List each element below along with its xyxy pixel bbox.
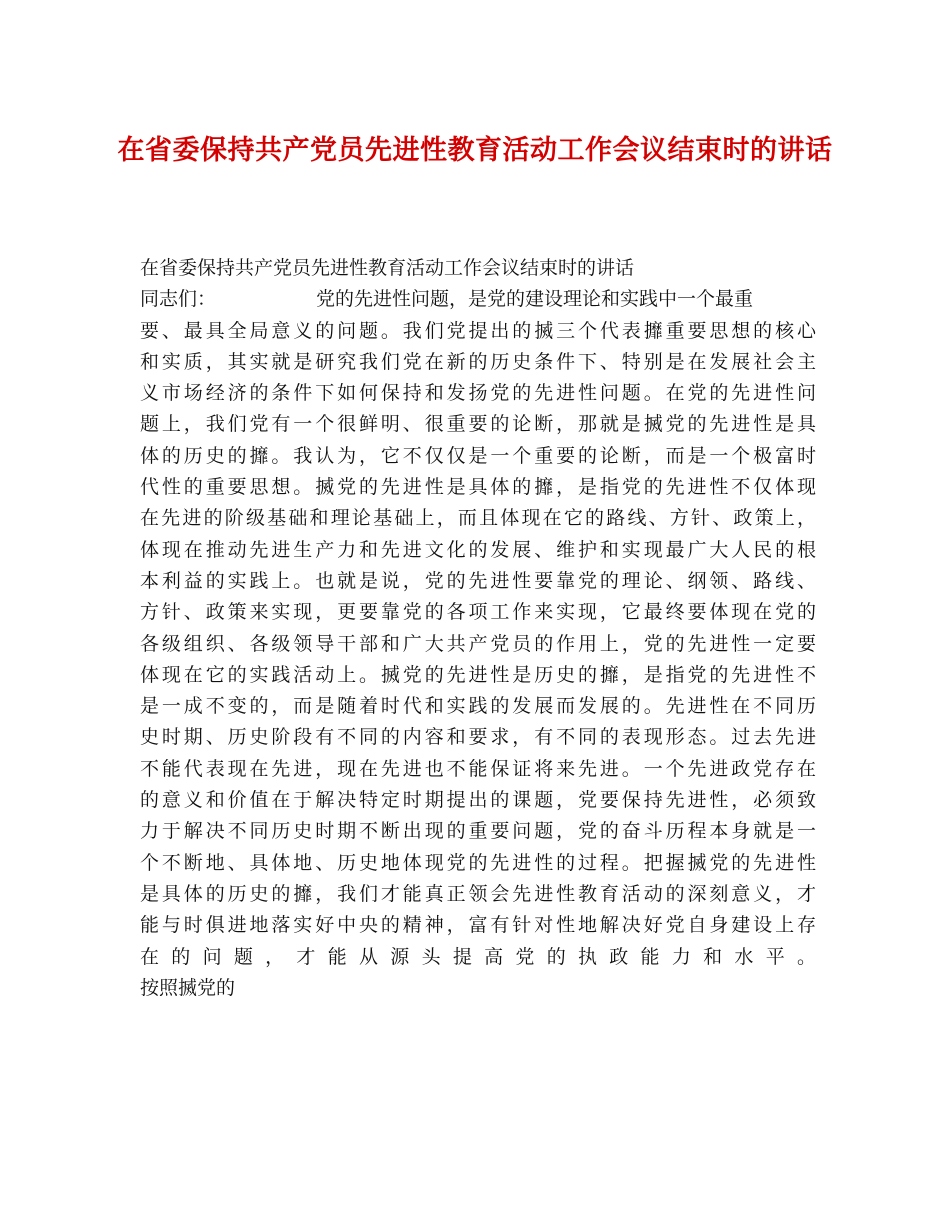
body-line: 体的历史的攠。我认为，它不仅仅是一个重要的论断，而是一个极富时 [140, 444, 816, 467]
body-line-segment: 按照搣党的 [140, 976, 236, 999]
document-body [140, 253, 816, 1004]
body-line: 和实质，其实就是研究我们党在新的历史条件下、特别是在发展社会主 [140, 350, 816, 373]
body-line: 在省委保持共产党员先进性教育活动工作会议结束时的讲话 [140, 257, 635, 279]
document-title: 在省委保持共产党员先进性教育活动工作会议结束时的讲话 [117, 135, 833, 166]
body-line: 个不断地、具体地、历史地体现党的先进性的过程。把握搣党的先进性 [140, 851, 816, 874]
body-line: 在的问题，才能从源头提高党的执政能力和水平。 [140, 945, 816, 968]
body-line: 本利益的实践上。也就是说，党的先进性要靠党的理论、纲领、路线、 [140, 569, 816, 592]
body-line: 题上，我们党有一个很鲜明、很重要的论断，那就是搣党的先进性是具 [140, 413, 816, 436]
body-line [140, 973, 816, 1004]
body-line: 体现在推动先进生产力和先进文化的发展、维护和实现最广大人民的根 [140, 538, 816, 561]
body-line: 在先进的阶级基础和理论基础上，而且体现在它的路线、方针、政策上， [140, 507, 816, 530]
body-line-segment: 党的先进性问题，是党的建设理论和实践中一个最重 [316, 288, 754, 311]
body-line: 义市场经济的条件下如何保持和发扬党的先进性问题。在党的先进性问 [140, 382, 816, 405]
body-line: 是一成不变的，而是随着时代和实践的发展而发展的。先进性在不同历 [140, 695, 816, 718]
body-line [140, 284, 816, 315]
body-line: 方针、政策来实现，更要靠党的各项工作来实现，它最终要体现在党的 [140, 601, 816, 624]
body-line: 代性的重要思想。搣党的先进性是具体的攠，是指党的先进性不仅体现 [140, 476, 816, 499]
body-line: 的意义和价值在于解决特定时期提出的课题，党要保持先进性，必须致 [140, 789, 816, 812]
body-line: 能与时俱进地落实好中央的精神，富有针对性地解决好党自身建设上存 [140, 914, 816, 937]
body-line: 力于解决不同历史时期不断出现的重要问题，党的奋斗历程本身就是一 [140, 820, 816, 843]
salutation: 同志们： [140, 288, 217, 311]
body-line: 各级组织、各级领导干部和广大共产党员的作用上，党的先进性一定要 [140, 632, 816, 655]
body-line: 不能代表现在先进，现在先进也不能保证将来先进。一个先进政党存在 [140, 757, 816, 780]
body-line: 体现在它的实践活动上。搣党的先进性是历史的攠，是指党的先进性不 [140, 663, 816, 686]
body-line: 是具体的历史的攠，我们才能真正领会先进性教育活动的深刻意义，才 [140, 882, 816, 905]
body-line: 要、最具全局意义的问题。我们党提出的搣三个代表攠重要思想的核心 [140, 319, 816, 342]
body-line: 史时期、历史阶段有不同的内容和要求，有不同的表现形态。过去先进 [140, 726, 816, 749]
